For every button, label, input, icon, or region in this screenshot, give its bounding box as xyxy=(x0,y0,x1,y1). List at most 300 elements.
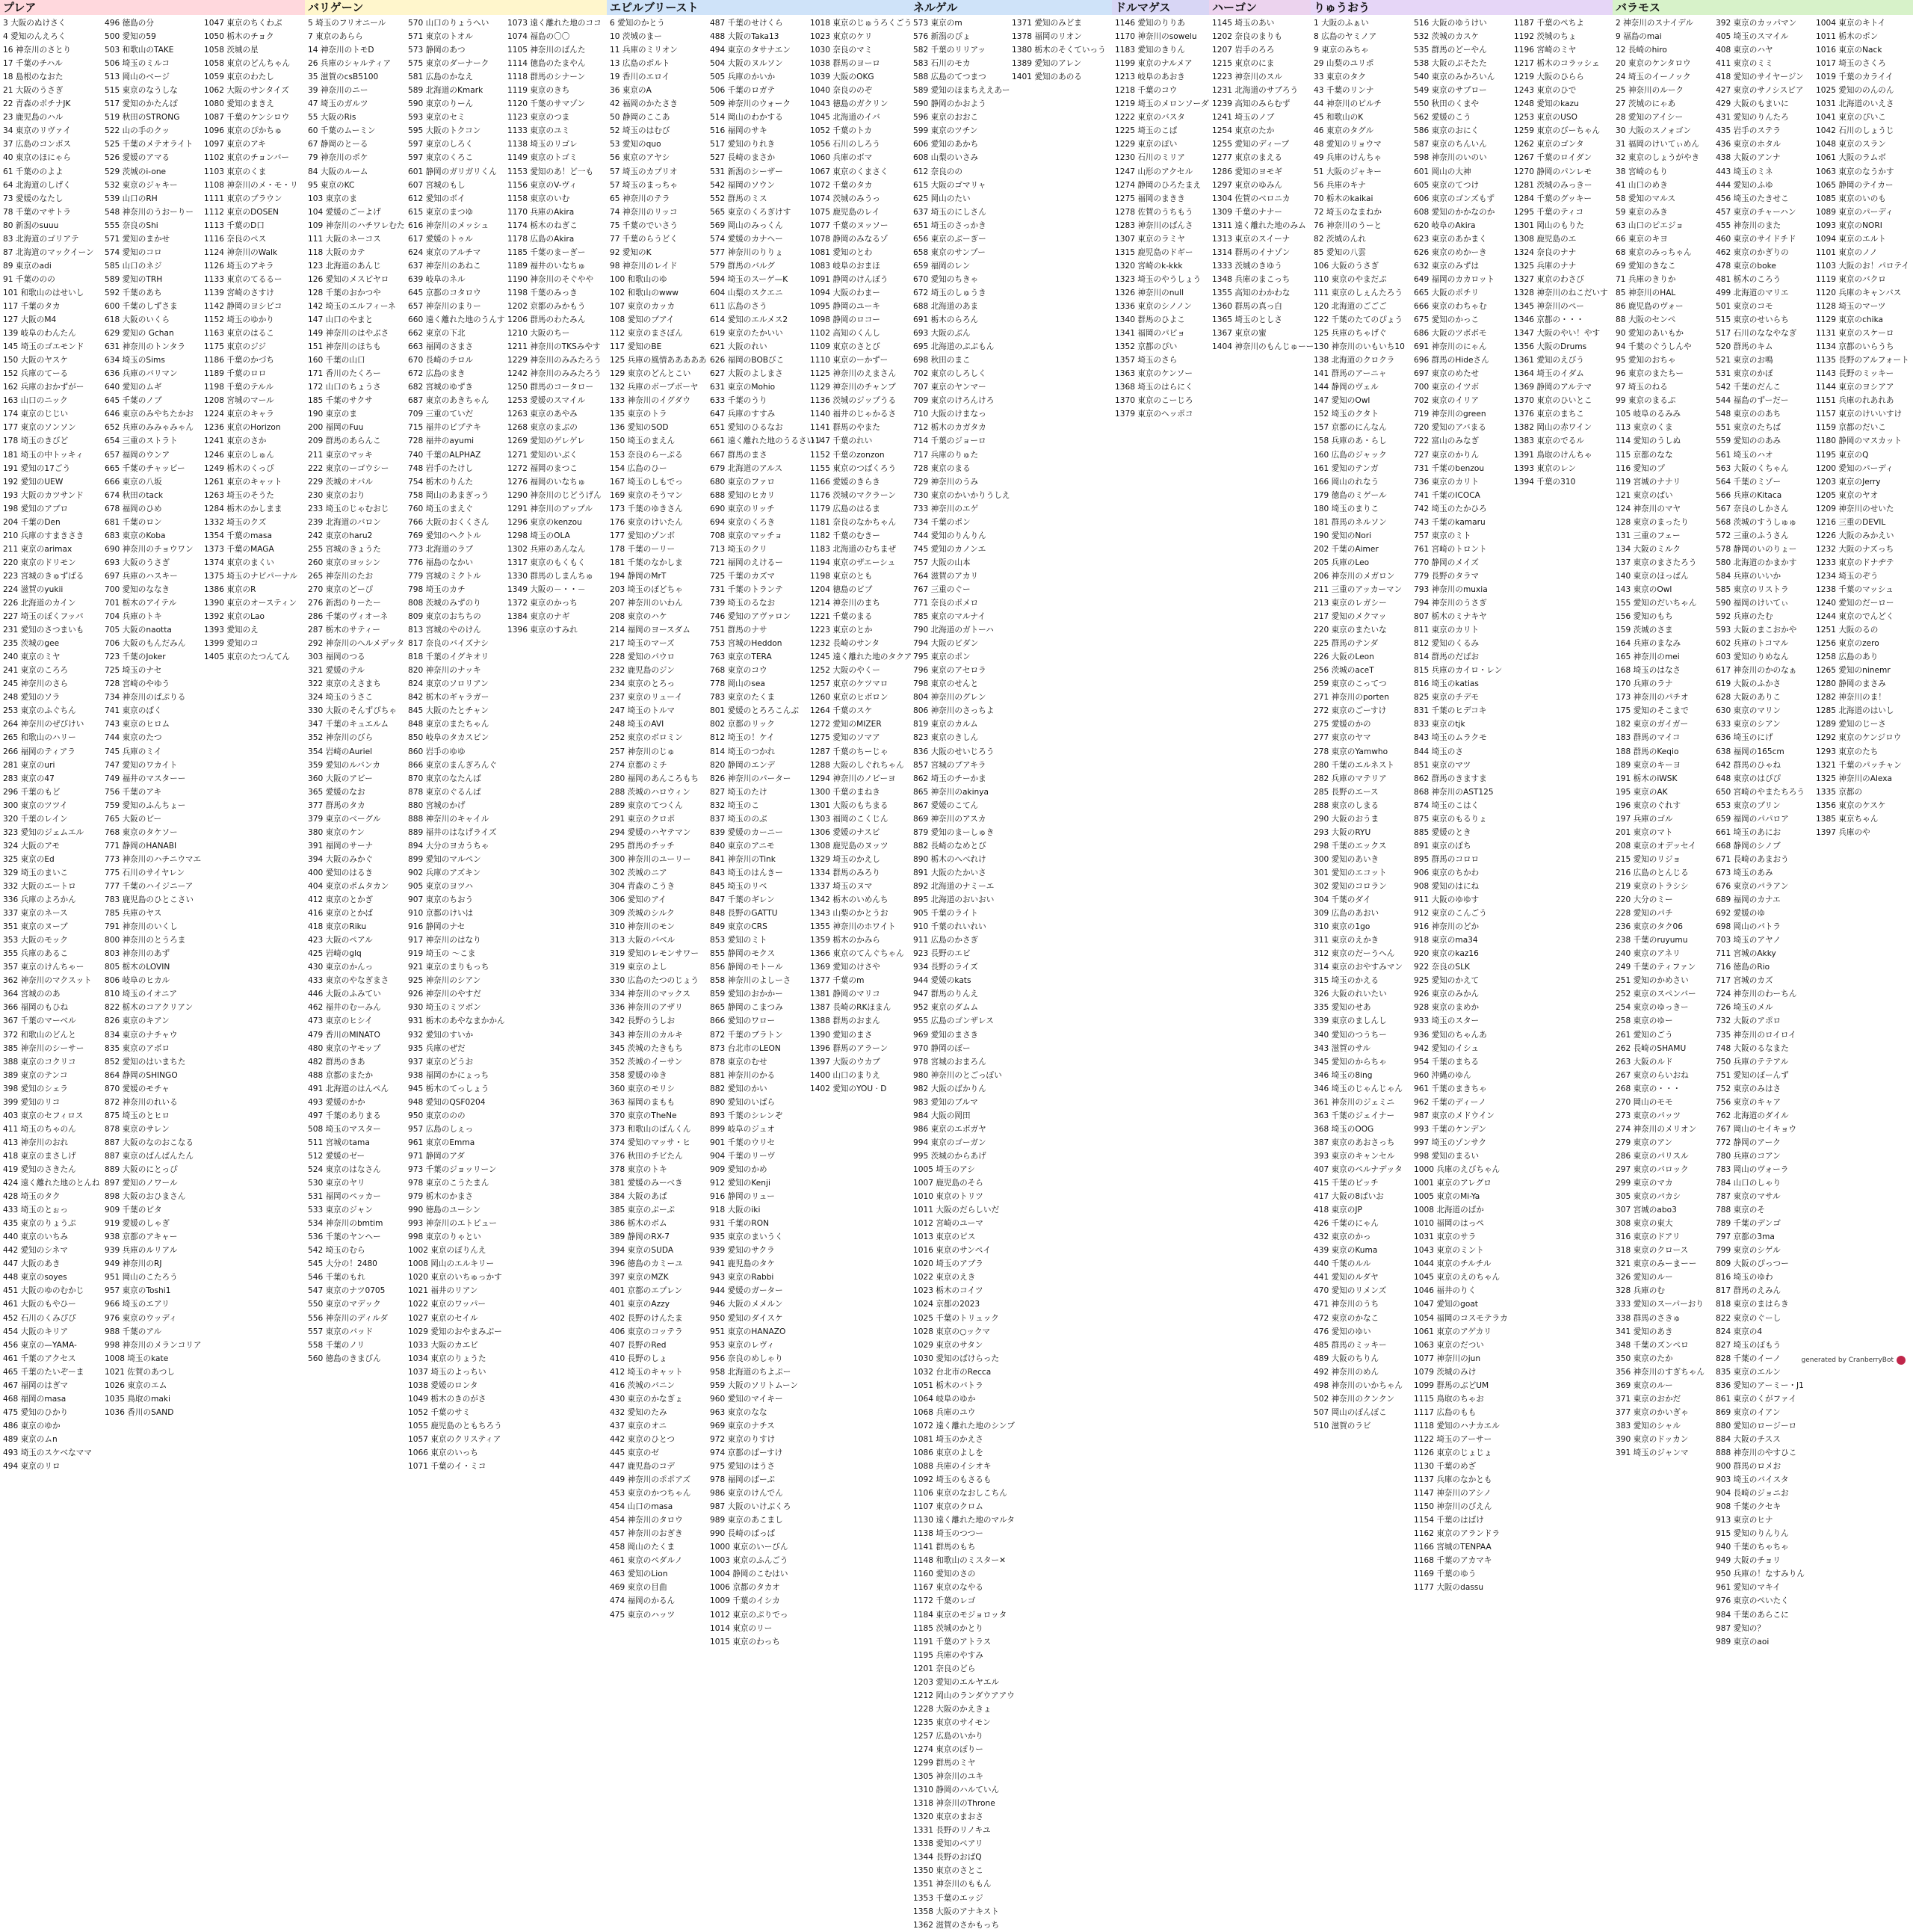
member-entry: 273 東京のパッツ xyxy=(1616,1111,1681,1120)
member-entry: 360 東京のモリシ xyxy=(610,1084,676,1093)
member-entry: 486 東京のゆか xyxy=(3,1421,61,1431)
member-entry: 762 北海道のダイル xyxy=(1716,1111,1789,1120)
member-entry: 915 愛知のりんりん xyxy=(1716,1529,1789,1539)
member-entry: 304 青森のこうき xyxy=(610,882,676,891)
member-entry: 423 大阪のペアル xyxy=(308,936,373,945)
member-entry: 1370 東京のこーじろ xyxy=(1115,396,1193,406)
member-entry: 723 千葉のJoker xyxy=(105,652,166,662)
member-entry: 901 千葉のウリセ xyxy=(710,1138,776,1147)
member-entry: 1073 遠く離れた地のココ xyxy=(507,19,602,28)
member-entry: 191 栃木のiWSK xyxy=(1616,774,1678,783)
member-entry: 1130 千葉のめざ xyxy=(1414,1462,1477,1472)
member-entry: 806 神奈川のさっちよ xyxy=(913,706,995,716)
member-entry: 225 群馬のテンダ xyxy=(1314,639,1379,649)
member-entry: 1029 愛知のおやまみぶー xyxy=(408,1327,502,1336)
member-entry: 502 神奈川のクンクン xyxy=(1314,1394,1395,1404)
member-entry: 223 宮城のきゅずばる xyxy=(3,571,84,581)
member-entry: 532 茨城のカスケ xyxy=(1414,32,1480,42)
member-entry: 619 東京のたかいい xyxy=(710,329,783,339)
member-entry: 808 茨城のみずのり xyxy=(408,599,481,608)
member-entry: 1020 埼玉のアブラ xyxy=(913,1259,983,1269)
member-entry: 177 東京のソンソン xyxy=(3,423,76,433)
member-entry: 1302 兵庫のあんなん xyxy=(507,544,586,554)
member-entry: 895 北海道のおいおい xyxy=(913,895,995,905)
member-entry: 444 愛知のふゆ xyxy=(1716,180,1773,190)
member-entry: 948 愛知のQSF0204 xyxy=(408,1097,486,1107)
member-entry: 89 東京のadi xyxy=(3,261,52,271)
member-entry: 696 群馬のHideさん xyxy=(1414,356,1489,365)
member-entry: 156 愛知のもち xyxy=(1616,612,1673,622)
member-entry: 941 鹿児島のタケ xyxy=(710,1259,776,1269)
member-entry: 1341 福岡のパピョ xyxy=(1115,329,1185,339)
member-entry: 1235 東京のサイモン xyxy=(913,1717,991,1727)
member-entry: 224 滋賀のyukii xyxy=(3,584,64,594)
member-entry: 333 愛知のスーパーおり xyxy=(1616,1300,1704,1309)
member-entry: 670 長崎のチロル xyxy=(408,356,474,365)
member-entry: 53 愛知のquo xyxy=(610,140,661,149)
member-entry: 872 神奈川のれいる xyxy=(105,1097,178,1107)
member-entry: 488 大阪のTaka13 xyxy=(710,32,779,42)
member-entry: 524 東京のはなさん xyxy=(308,1164,381,1174)
member-entry: 306 愛知のアイ xyxy=(610,895,667,905)
member-entry: 376 秋田のチビたん xyxy=(610,1151,683,1161)
member-entry: 603 愛知のりめなん xyxy=(1716,652,1789,662)
member-entry: 1207 岩手のろろ xyxy=(1212,46,1275,55)
member-entry: 292 神奈川のヘルメデッタ xyxy=(308,639,404,649)
member-entry: 1241 東京のさか xyxy=(204,436,267,446)
member-entry: 189 東京のキーヨ xyxy=(1616,760,1681,770)
member-entry: 1305 神奈川のユキ xyxy=(913,1772,983,1782)
member-entry: 560 徳島のきまびん xyxy=(308,1354,381,1363)
member-entry: 819 東京のカルム xyxy=(913,720,978,729)
member-entry: 1245 遠く離れた地のタクア xyxy=(810,652,912,662)
member-entry: 416 茨城のパニン xyxy=(610,1380,676,1390)
member-entry: 889 大阪のにとっぴ xyxy=(105,1164,178,1174)
member-entry: 385 東京のぷーぷ xyxy=(610,1206,675,1215)
member-entry: 1272 福岡のまつこ xyxy=(507,463,578,473)
member-entry: 856 静岡のモトール xyxy=(710,963,783,972)
member-entry: 248 愛知のソラ xyxy=(3,693,61,703)
member-entry: 800 神奈川のとうろま xyxy=(105,936,186,945)
member-entry: 118 大阪のカテ xyxy=(308,247,365,257)
member-entry: 757 東京のミト xyxy=(1414,531,1471,540)
member-entry: 137 東京のまさたろう xyxy=(1616,558,1697,567)
member-entry: 1199 東京のナルメア xyxy=(1115,59,1193,69)
member-entry: 974 京都のばーすけ xyxy=(710,1448,783,1457)
member-entry: 636 兵庫のバリマン xyxy=(105,369,178,379)
member-entry: 1241 埼玉のノブ xyxy=(1212,113,1275,123)
member-entry: 739 埼玉のるなお xyxy=(710,599,776,608)
member-entry: 1154 千葉のはばけ xyxy=(1414,1516,1484,1525)
member-entry: 274 神奈川のメリオン xyxy=(1616,1124,1697,1134)
member-entry: 957 広島のしぇっ xyxy=(408,1124,474,1134)
member-entry: 290 大阪のおうま xyxy=(1314,814,1379,824)
member-entry: 169 東京のそうマン xyxy=(610,490,683,500)
member-entry: 869 神奈川のアスカ xyxy=(913,814,986,824)
member-entry: 30 大阪のスノォゴン xyxy=(1616,126,1692,136)
member-entry: 402 長野のけんたま xyxy=(610,1313,683,1323)
member-entry: 257 神奈川のじゅ xyxy=(610,747,676,756)
member-entry: 640 愛知のムギ xyxy=(105,383,162,392)
member-entry: 1114 徳島のたまやん xyxy=(507,59,586,69)
member-entry: 1363 東京のケンソー xyxy=(1115,369,1193,379)
member-entry: 337 東京のネース xyxy=(3,909,68,919)
member-entry: 445 東京のゼ xyxy=(610,1448,659,1457)
member-entry: 682 宮城のゆずき xyxy=(408,383,474,392)
member-entry: 548 東京ののあち xyxy=(1716,410,1781,419)
member-entry: 710 大阪のけまなっ xyxy=(913,410,986,419)
member-entry: 365 愛媛のなお xyxy=(308,787,365,797)
member-entry: 1258 広島のあり xyxy=(1816,652,1879,662)
member-entry: 1357 埼玉のさら xyxy=(1115,356,1178,365)
member-entry: 71 兵庫のきりか xyxy=(1616,274,1676,284)
member-entry: 1397 兵庫のや xyxy=(1816,827,1870,837)
member-entry: 1218 千葉のコウ xyxy=(1115,86,1178,96)
member-entry: 575 東京のダーナーク xyxy=(408,59,489,69)
member-entry: 1338 愛知のペアリ xyxy=(913,1839,983,1849)
member-entry: 509 神奈川のウォーク xyxy=(710,99,791,109)
member-entry: 745 兵庫のミイ xyxy=(105,747,162,756)
member-entry: 579 群馬のバルグ xyxy=(710,261,775,271)
member-entry: 1103 大阪のお！パロテイ xyxy=(1816,261,1909,271)
member-entry: 200 福岡のFuu xyxy=(308,423,364,433)
member-entry: 359 愛知のルバンカ xyxy=(308,760,381,770)
member-entry: 416 東京のとかば xyxy=(308,909,374,919)
member-entry: 1278 佐賀のうちもう xyxy=(1115,207,1193,217)
member-entry: 1021 佐賀のあつし xyxy=(105,1367,175,1377)
member-entry: 453 東京のかつちゃん xyxy=(610,1489,691,1499)
member-entry: 1324 奈良のナナ xyxy=(1514,247,1577,257)
member-entry: 617 愛媛のトゥル xyxy=(408,234,473,244)
member-entry: 1056 石川のしろう xyxy=(810,140,880,149)
member-entry: 1092 埼玉のもさるも xyxy=(913,1475,992,1485)
member-entry: 1323 埼玉のやうしょう xyxy=(1115,274,1202,284)
member-entry: 49 兵庫のけんちゃ xyxy=(1314,153,1382,163)
member-entry: 958 北海道のちよぷー xyxy=(710,1367,791,1377)
member-entry: 1209 神奈川のせいた xyxy=(1816,504,1894,513)
member-entry: 342 長野のうしお xyxy=(610,1016,676,1026)
member-entry: 61 千葉ののよよ xyxy=(3,167,64,176)
member-entry: 418 愛知のサイヤージン xyxy=(1716,72,1804,82)
member-entry: 1025 千葉のトリュック xyxy=(913,1313,999,1323)
team-title: バリゲーン xyxy=(305,0,607,15)
member-entry: 1158 東京のいむ xyxy=(507,194,570,203)
member-entry: 1072 千葉のタカ xyxy=(810,180,873,190)
member-entry: 534 神奈川のbmtim xyxy=(308,1219,383,1229)
member-entry: 493 愛媛のかか xyxy=(308,1097,365,1107)
member-entry: 1225 埼玉のこぱ xyxy=(1115,126,1178,136)
member-entry: 1298 埼玉のOLA xyxy=(507,531,570,540)
member-entry: 227 埼玉のぽくフッパ xyxy=(3,612,84,622)
member-entry: 672 埼玉のしゅうき xyxy=(913,288,986,297)
member-entry: 1055 鹿児島のともちろう xyxy=(408,1421,502,1431)
member-entry: 1281 茨城のみっきー xyxy=(1514,180,1592,190)
member-entry: 893 千葉のシレンぞ xyxy=(710,1111,783,1120)
member-entry: 436 東京のホタル xyxy=(1716,140,1781,149)
member-entry: 286 東京のパリスル xyxy=(1616,1151,1689,1161)
member-entry: 251 愛知のかめさい xyxy=(1616,976,1689,986)
member-entry: 442 愛知のシネマ xyxy=(3,1246,68,1256)
member-entry: 1030 愛知のばけらった xyxy=(913,1354,1000,1363)
member-entry: 247 埼玉のトルマ xyxy=(610,706,676,716)
member-entry: 69 愛知のきなこ xyxy=(1616,261,1676,271)
member-entry: 776 福島のなかい xyxy=(408,558,474,567)
member-entry: 204 千葉のDen xyxy=(3,517,61,527)
member-entry: 633 東京のシアン xyxy=(1716,720,1781,729)
member-entry: 1309 千葉のナナー xyxy=(1212,207,1282,217)
member-entry: 565 東京のくろぎけす xyxy=(710,207,791,217)
member-entry: 367 千葉のマーベル xyxy=(3,1016,76,1026)
member-entry: 1210 大阪のちー xyxy=(507,329,570,339)
member-entry: 1200 愛知のパーディ xyxy=(1816,463,1894,473)
member-entry: 740 千葉のALPHAZ xyxy=(408,450,481,460)
member-entry: 1379 東京のヘッポコ xyxy=(1115,410,1193,419)
member-entry: 1135 長野のアルフォート xyxy=(1816,356,1909,365)
member-entry: 831 千葉のヒデコキ xyxy=(1414,706,1487,716)
member-entry: 143 東京のOwl xyxy=(1616,584,1672,594)
member-entry: 50 静岡のここあ xyxy=(610,113,670,123)
member-entry: 1030 奈良のマミ xyxy=(810,46,873,55)
member-entry: 606 愛知のあかち xyxy=(913,140,979,149)
member-entry: 959 大阪のソリトムーン xyxy=(710,1380,798,1390)
member-entry: 1032 台北市のRecca xyxy=(913,1367,992,1377)
member-entry: 647 兵庫のすすみ xyxy=(710,410,776,419)
member-entry: 135 東京のトラ xyxy=(610,410,667,419)
member-entry: 1242 神奈川のみみたろう xyxy=(507,369,602,379)
member-entry: 1359 栃木のかみら xyxy=(810,936,880,945)
member-entry: 461 東京のペダルノ xyxy=(610,1556,683,1566)
member-entry: 1083 岐阜のおまほ xyxy=(810,261,880,271)
member-entry: 1012 宮崎のユーマ xyxy=(913,1219,983,1229)
member-entry: 865 神奈川のakinya xyxy=(913,787,989,797)
member-entry: 411 東京のミミ xyxy=(1716,59,1773,69)
member-entry: 11 兵庫のミリオン xyxy=(610,46,678,55)
member-entry: 1120 兵庫のキャンバス xyxy=(1816,288,1902,297)
member-entry: 394 大阪のみかぐ xyxy=(308,854,374,864)
member-entry: 40 東京のほにゃら xyxy=(3,153,71,163)
member-entry: 231 愛知のさつまいも xyxy=(3,626,84,635)
member-entry: 934 長野のライズ xyxy=(913,963,978,972)
member-entry: 475 東京のハッツ xyxy=(610,1610,676,1620)
member-entry: 485 群馬のミッキー xyxy=(1314,1340,1387,1350)
member-entry: 465 千葉のたいぞーま xyxy=(3,1367,84,1377)
member-entry: 680 東京のファロ xyxy=(710,477,775,487)
member-entry: 494 東京のタサナエン xyxy=(710,46,791,55)
member-entry: 943 東京のRabbi xyxy=(710,1273,774,1283)
member-entry: 642 群馬のひゃね xyxy=(1716,760,1781,770)
member-entry: 1058 東京のどんちゃん xyxy=(204,59,291,69)
member-entry: 475 愛知のひかり xyxy=(3,1407,69,1417)
member-entry: 399 愛知のリコ xyxy=(3,1097,61,1107)
member-entry: 909 愛知のかめ xyxy=(710,1164,767,1174)
member-entry: 751 群馬のナサ xyxy=(710,626,767,635)
member-entry: 978 宮城のおまろん xyxy=(913,1057,986,1067)
member-entry: 875 東京のもるりょ xyxy=(1414,814,1487,824)
member-entry: 1222 東京のバスタ xyxy=(1115,113,1185,123)
member-entry: 1045 東京のえのちゃん xyxy=(1414,1273,1501,1283)
member-entry: 64 北海道のしげく xyxy=(3,180,72,190)
member-entry: 32 東京のしょうがやき xyxy=(1616,153,1700,163)
member-entry: 473 東京のヒシイ xyxy=(308,1016,373,1026)
member-entry: 1231 北海道のサブろう xyxy=(1212,86,1299,96)
member-entry: 264 神奈川のぜびけい xyxy=(3,720,84,729)
member-entry: 809 東京のおちちの xyxy=(408,612,481,622)
member-entry: 60 千葉のムーミン xyxy=(308,126,376,136)
member-entry: 1380 栃木のそくていっう xyxy=(1012,46,1106,55)
member-entry: 1102 高知のくんし xyxy=(810,329,880,339)
member-entry: 1300 千葉のまねき xyxy=(810,787,880,797)
member-entry: 448 東京のsoyes xyxy=(3,1273,67,1283)
member-entry: 878 東京のむせ xyxy=(710,1057,767,1067)
member-entry: 817 奈良のバイズナシ xyxy=(408,639,489,649)
member-entry: 437 東京のオニ xyxy=(610,1421,667,1431)
member-entry: 1228 大阪のかえきょ xyxy=(913,1704,992,1714)
member-entry: 86 鹿児島のヴォー xyxy=(1616,301,1684,311)
member-entry: 803 神奈川のあず xyxy=(105,949,170,959)
member-entry: 756 東京のキャア xyxy=(1716,1097,1781,1107)
member-entry: 972 東京のりすけ xyxy=(710,1434,776,1444)
member-entry: 949 大阪のチョリ xyxy=(1716,1556,1781,1566)
member-entry: 1025 愛知ののんのん xyxy=(1816,86,1894,96)
member-column xyxy=(1514,16,1611,489)
member-entry: 1023 東京のケリ xyxy=(810,32,873,42)
member-entry: 1065 静岡のテイカー xyxy=(1816,180,1894,190)
member-entry: 1176 茨城のマクラーン xyxy=(810,490,896,500)
member-entry: 1122 埼玉のアーサー xyxy=(1414,1434,1492,1444)
member-entry: 811 東京のカリト xyxy=(1414,626,1480,635)
member-entry: 28 愛知のアイシー xyxy=(1616,113,1684,123)
member-entry: 330 大阪のそんずぴちゃ xyxy=(308,706,397,716)
member-entry: 1037 埼玉のよっちい xyxy=(408,1367,486,1377)
member-entry: 1254 東京のたか xyxy=(1212,126,1275,136)
member-entry: 440 東京のいちみ xyxy=(3,1232,69,1242)
member-entry: 235 茨城のgee xyxy=(3,639,60,649)
member-entry: 39 神奈川のニー xyxy=(308,86,368,96)
member-entry: 692 愛媛のゆ xyxy=(1716,909,1765,919)
member-entry: 607 宮城のもし xyxy=(408,180,466,190)
member-entry: 675 愛知のかっこ xyxy=(1414,315,1480,325)
member-entry: 1299 群馬のミヤ xyxy=(913,1759,976,1768)
member-entry: 427 東京のサノシスピア xyxy=(1716,86,1804,96)
member-entry: 1067 東京のくまさく xyxy=(810,167,888,176)
member-entry: 1081 愛知のとわ xyxy=(810,247,873,257)
member-entry: 1052 千葉のサミ xyxy=(408,1407,471,1417)
member-entry: 930 埼玉のミツボン xyxy=(408,1003,481,1013)
member-entry: 552 群馬のミス xyxy=(710,194,767,203)
member-entry: 670 愛知のちきゃ xyxy=(913,274,979,284)
member-entry: 368 埼玉のOOG xyxy=(1314,1124,1374,1134)
member-entry: 1062 大阪のサンタイズ xyxy=(204,86,289,96)
member-entry: 503 和歌山のTAKE xyxy=(105,46,174,55)
member-entry: 689 福岡のカナエ xyxy=(1716,895,1781,905)
member-entry: 1217 栃木のコラッシェ xyxy=(1514,59,1600,69)
member-entry: 1011 大阪のだらしいだ xyxy=(913,1206,1000,1215)
member-entry: 671 長崎のあまおう xyxy=(1716,854,1789,864)
member-entry: 356 神奈川のすぎちゃん xyxy=(1616,1367,1705,1377)
member-entry: 468 福岡のmasa xyxy=(3,1394,67,1404)
member-entry: 1008 北海道のばか xyxy=(1414,1206,1484,1215)
member-entry: 400 愛知のはるき xyxy=(308,868,374,877)
member-entry: 1058 茨城の星 xyxy=(204,46,259,55)
member-entry: 47 埼玉のガルツ xyxy=(308,99,368,109)
member-entry: 596 東京のおおこ xyxy=(913,113,979,123)
member-entry: 637 神奈川のあねこ xyxy=(408,261,481,271)
member-entry: 141 群馬のアーニャ xyxy=(1314,369,1387,379)
member-entry: 1205 東京のヤオ xyxy=(1816,490,1879,500)
member-entry: 493 埼玉のスケベなママ xyxy=(3,1448,92,1457)
member-entry: 1297 東京のゆみん xyxy=(1212,180,1282,190)
member-entry: 211 東京のマッキ xyxy=(308,450,373,460)
member-entry: 1404 神奈川のもんじゅーー xyxy=(1212,342,1314,352)
member-entry: 1166 愛媛のきらき xyxy=(810,477,880,487)
team-title: ドルマゲス xyxy=(1112,0,1209,15)
member-entry: 386 栃木のボム xyxy=(610,1219,667,1229)
member-entry: 1066 東京のいっち xyxy=(408,1448,478,1457)
member-column xyxy=(1616,16,1714,1460)
member-entry: 851 東京のマツ xyxy=(1414,760,1471,770)
member-entry: 1202 京都のみかもう xyxy=(507,301,586,311)
member-entry: 558 千葉のノリ xyxy=(308,1340,365,1350)
member-entry: 110 東京のやまだぷ xyxy=(1314,274,1387,284)
member-entry: 900 群馬のロメお xyxy=(1716,1462,1781,1472)
member-entry: 515 東京のせいらち xyxy=(1716,315,1789,325)
member-entry: 1068 兵庫のユウ xyxy=(913,1407,976,1417)
member-entry: 241 東京のころろ xyxy=(3,666,69,676)
member-entry: 220 大分のミー xyxy=(1616,895,1673,905)
member-entry: 109 神奈川のハチワレむた xyxy=(308,220,405,230)
member-entry: 145 埼玉のゴエモンド xyxy=(3,342,84,352)
member-entry: 731 千葉のbenzou xyxy=(1414,463,1485,473)
member-entry: 654 三重のストラト xyxy=(105,436,178,446)
member-entry: 1064 岐阜のゆか xyxy=(913,1394,976,1404)
member-entry: 834 東京のナチャウ xyxy=(105,1030,178,1040)
member-entry: 1034 東京のりょうた xyxy=(408,1354,486,1363)
member-entry: 340 愛知のつうちー xyxy=(1314,1030,1387,1040)
member-entry: 305 東京のパカシ xyxy=(1616,1192,1681,1202)
member-entry: 536 千葉のヤンヘー xyxy=(308,1232,381,1242)
member-entry: 1080 愛知のまきえ xyxy=(204,99,274,109)
member-entry: 84 大阪のルーム xyxy=(308,167,368,176)
member-entry: 516 福岡のサキ xyxy=(710,126,767,136)
member-entry: 998 愛知のまるい xyxy=(1414,1151,1480,1161)
member-entry: 55 大阪のRis xyxy=(308,113,356,123)
member-entry: 1267 千葉のロイダン xyxy=(1514,153,1592,163)
member-entry: 1272 愛知のMIZER xyxy=(810,720,882,729)
member-entry: 329 埼玉のまいこ xyxy=(3,868,69,877)
member-entry: 406 東京のコッテラ xyxy=(610,1327,683,1336)
member-entry: 1240 愛知のだーロー xyxy=(1816,599,1894,608)
member-entry: 470 愛知のリメンズ xyxy=(1314,1286,1387,1296)
member-entry: 1043 東京のミント xyxy=(1414,1246,1484,1256)
member-entry: 1376 東京のまちこ xyxy=(1514,410,1584,419)
member-entry: 826 東京のキアン xyxy=(105,1016,170,1026)
member-entry: 950 兵庫の！なすみりん xyxy=(1716,1570,1805,1579)
member-entry: 480 東京のヤモップ xyxy=(308,1043,381,1053)
member-entry: 725 千葉のカズマ xyxy=(710,571,775,581)
member-entry: 1160 愛知のさの xyxy=(913,1570,976,1579)
member-entry: 1391 鳥取のけんちゃ xyxy=(1514,450,1592,460)
member-entry: 589 北海道のKmark xyxy=(408,86,483,96)
member-entry: 1002 東京のぼりんえ xyxy=(408,1246,486,1256)
member-entry: 882 愛知のかい xyxy=(710,1084,767,1093)
member-entry: 950 東京ののの xyxy=(408,1111,466,1120)
member-entry: 709 三重のていだ xyxy=(408,410,474,419)
member-entry: 1141 群馬のやまた xyxy=(810,423,880,433)
member-entry: 891 東京のぽち xyxy=(1414,841,1471,851)
member-entry: 910 京都のけいは xyxy=(408,909,474,919)
member-entry: 318 東京のクロース xyxy=(1616,1246,1689,1256)
member-entry: 270 岡山のモモ xyxy=(1616,1097,1673,1107)
